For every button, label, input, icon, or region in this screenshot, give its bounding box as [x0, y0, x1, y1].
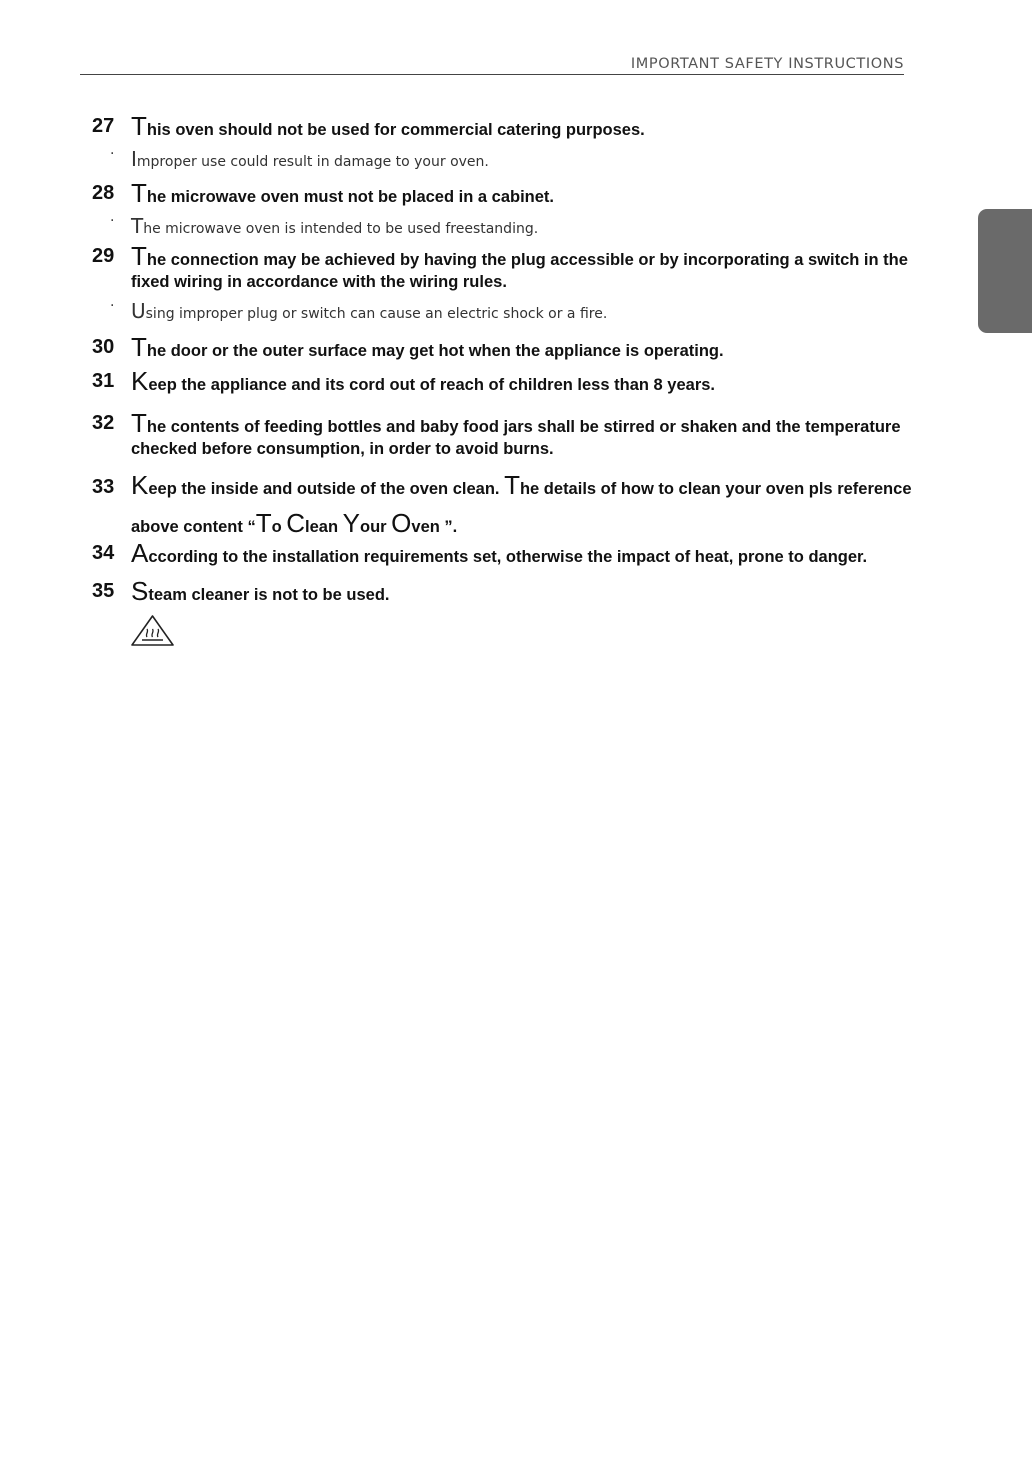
item-number: 32 — [92, 412, 115, 434]
item-number: 34 — [92, 542, 115, 564]
item-note: · Using improper plug or switch can cause an electric shock or a fire. — [110, 298, 608, 323]
header-divider — [80, 74, 904, 75]
instruction-item-28 — [80, 178, 950, 238]
item-number: 28 — [92, 182, 115, 204]
hot-surface-warning-icon — [130, 614, 175, 647]
instruction-item-27 — [80, 111, 950, 171]
instruction-item-35 — [80, 576, 950, 606]
item-note: · The microwave oven is intended to be used freestanding. — [110, 213, 539, 238]
bullet-icon: · — [110, 146, 115, 162]
item-number: 30 — [92, 336, 115, 358]
item-text: The contents of feeding bottles and baby food jars shall be stirred or shaken and the temperature checked before consumption, in order to avoid burns. — [131, 408, 901, 458]
page-header-title: IMPORTANT SAFETY INSTRUCTIONS — [630, 56, 904, 72]
instruction-item-30 — [80, 332, 950, 362]
instruction-item-29 — [80, 241, 950, 323]
item-text: The microwave oven must not be placed in a cabinet. — [131, 178, 555, 208]
instruction-item-34 — [80, 538, 950, 568]
item-number: 31 — [92, 370, 115, 392]
language-tab — [978, 209, 1032, 333]
item-text: According to the installation requirements set, otherwise the impact of heat, prone to danger. — [131, 538, 868, 568]
bullet-icon: · — [110, 298, 115, 314]
bullet-icon: · — [110, 213, 115, 229]
instruction-item-32 — [80, 408, 950, 460]
item-text: The connection may be achieved by having the plug accessible or by incorporating a switch in the fixed wiring in accordance with the wiring rules. — [131, 241, 908, 291]
instruction-item-33 — [80, 470, 950, 544]
item-number: 27 — [92, 115, 115, 137]
item-text: Keep the inside and outside of the oven clean. The details of how to clean your oven pls reference above content “To Clean Your Oven ”. — [131, 470, 912, 538]
item-note: · Improper use could result in damage to your oven. — [110, 146, 489, 171]
item-text: This oven should not be used for commercial catering purposes. — [131, 111, 645, 141]
item-text: The door or the outer surface may get hot when the appliance is operating. — [131, 332, 724, 362]
instruction-item-31 — [80, 366, 950, 396]
item-number: 33 — [92, 476, 115, 498]
item-number: 35 — [92, 580, 115, 602]
item-number: 29 — [92, 245, 115, 267]
item-text: Steam cleaner is not to be used. — [131, 576, 390, 606]
item-text: Keep the appliance and its cord out of reach of children less than 8 years. — [131, 366, 715, 396]
